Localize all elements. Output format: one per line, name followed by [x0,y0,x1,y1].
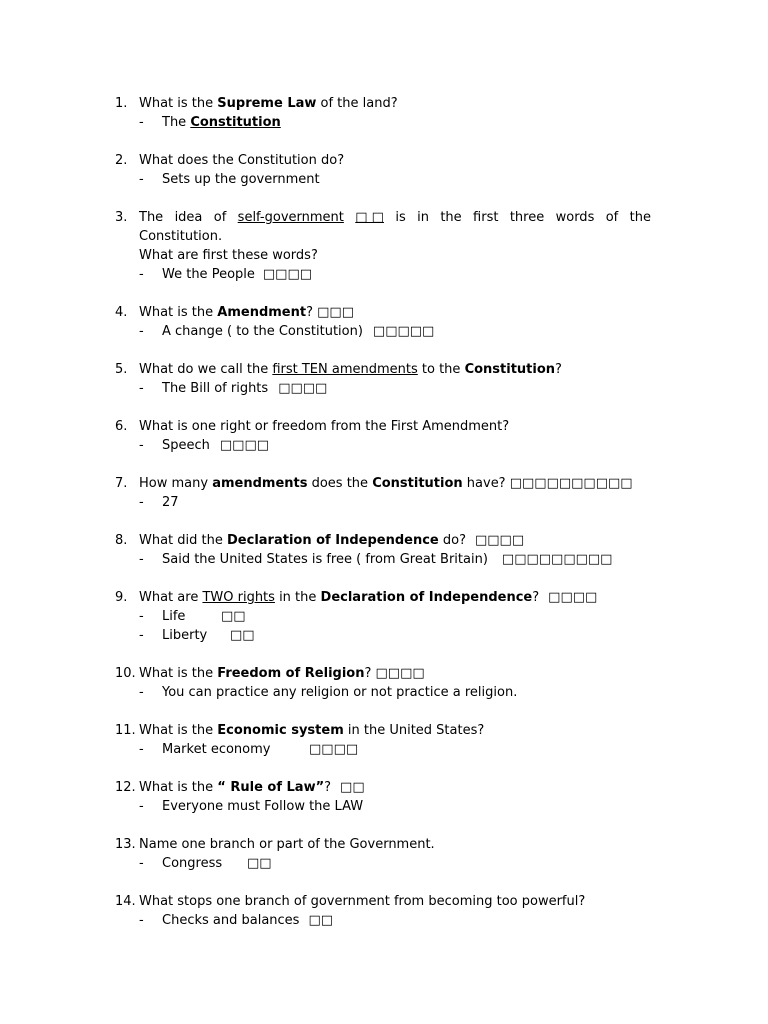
question-number: 5. [115,362,128,377]
question-number: 10. [115,666,136,681]
answer: - The Constitution [139,115,281,130]
answer-dash: - [139,115,144,130]
question-number: 13. [115,837,136,852]
answer-dash: - [139,856,144,871]
term-constitution: Constitution [464,362,556,377]
answer-dash: - [139,172,144,187]
question-3: 3. The idea of self-government □ □ is in the first three words of the Constitution. What are first these words? - We the People □□□□ [115,208,655,284]
answer-dash: - [139,552,144,567]
answer-dash: - [139,381,144,396]
question-2: 2. What does the Constitution do? - Sets up the government [115,151,655,189]
question-5: 5. What do we call the first TEN amendments to the Constitution? - The Bill of rights □□□□ [115,360,655,398]
answer: - Liberty □□ [139,628,255,643]
answer-dash: - [139,685,144,700]
answer-dash: - [139,799,144,814]
answer: - We the People □□□□ [139,267,313,282]
question-14: 14. What stops one branch of government from becoming too powerful? - Checks and balances □□ [115,892,655,930]
question-number: 12. [115,780,136,795]
answer: - Everyone must Follow the LAW [139,799,364,814]
term-self-government: self-government [237,210,344,225]
question-10: 10. What is the Freedom of Religion? □□□□ - You can practice any religion or not practice a religion. [115,664,655,702]
answer-dash: - [139,324,144,339]
question-number: 7. [115,476,128,491]
term-two-rights: TWO rights [202,590,275,605]
answer-dash: - [139,913,144,928]
term-supreme-law: Supreme Law [217,96,317,111]
question-number: 11. [115,723,136,738]
answer: - Speech □□□□ [139,438,270,453]
term-economic-system: Economic system [217,723,344,738]
question-8: 8. What did the Declaration of Independence do? □□□□ - Said the United States is free ( from Great Britain) □□□□□□□□□ [115,531,655,569]
question-number: 3. [115,210,128,225]
term-declaration-of-independence: Declaration of Independence [227,533,439,548]
question-12: 12. What is the “ Rule of Law”? □□ - Everyone must Follow the LAW [115,778,655,816]
justified-line: The idea of self-government □ □ is in the first three words of the [139,210,651,225]
question-number: 4. [115,305,128,320]
question-11: 11. What is the Economic system in the United States? - Market economy □□□□ [115,721,655,759]
term-constitution: Constitution [372,476,463,491]
question-number: 6. [115,419,128,434]
question-9: 9. What are TWO rights in the Declaration of Independence? □□□□ - Life □□ - Liberty □□ [115,588,655,645]
question-number: 2. [115,153,128,168]
question-number: 1. [115,96,128,111]
answer: - 27 [139,495,179,510]
term-freedom-of-religion: Freedom of Religion [217,666,365,681]
question-number: 14. [115,894,136,909]
answer: - Market economy □□□□ [139,742,359,757]
answer-dash: - [139,742,144,757]
question-number: 8. [115,533,128,548]
answer-dash: - [139,609,144,624]
answer-dash: - [139,628,144,643]
answer: - Said the United States is free ( from Great Britain) □□□□□□□□□ [139,552,613,567]
question-4: 4. What is the Amendment? □□□ - A change ( to the Constitution) □□□□□ [115,303,655,341]
answer: - Sets up the government [139,172,320,187]
term-amendments: amendments [212,476,308,491]
answer: - Checks and balances □□ [139,913,334,928]
answer: - You can practice any religion or not practice a religion. [139,685,518,700]
answer: - A change ( to the Constitution) □□□□□ [139,324,435,339]
answer: - The Bill of rights □□□□ [139,381,328,396]
question-13: 13. Name one branch or part of the Government. - Congress □□ [115,835,655,873]
answer: - Congress □□ [139,856,272,871]
answer: - Life □□ [139,609,246,624]
term-amendment: Amendment [217,305,307,320]
answer-dash: - [139,267,144,282]
term-declaration-of-independence: Declaration of Independence [320,590,533,605]
term-first-ten-amendments: first TEN amendments [272,362,418,377]
question-6: 6. What is one right or freedom from the First Amendment? - Speech □□□□ [115,417,655,455]
question-1: 1. What is the Supreme Law of the land? - The Constitution [115,94,655,132]
answer-dash: - [139,495,144,510]
term-constitution: Constitution [190,115,281,130]
answer-dash: - [139,438,144,453]
question-number: 9. [115,590,128,605]
term-rule-of-law: “ Rule of Law” [217,780,325,795]
question-7: 7. How many amendments does the Constitution have? □□□□□□□□□□ - 27 [115,474,655,512]
